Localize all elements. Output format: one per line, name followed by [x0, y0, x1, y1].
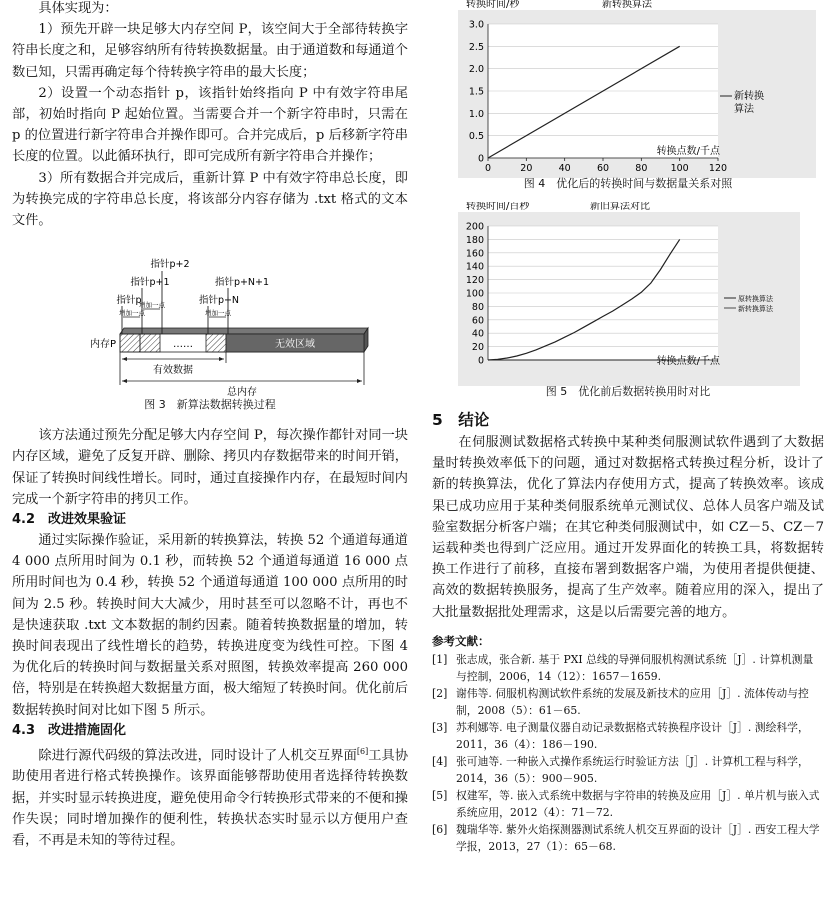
para-conclusion: 在伺服测试数据格式转换中某种类伺服测试软件遇到了大数据量时转换效率低下的问题，通过对数据格式转换过程分析，设计了新的转换算法，优化了算法内存使用方式，提高了转换效率。该成果已成功应用于某种类伺服系统单元测试仪、总体人员客户端及试验室数据分析客户端；在其它种类伺服测试中，如 CZ－5、CZ－7 运载种类也得到广泛应用。通过开发界面化的转换工具，将数据转换工作进行了前移，直接布署到数据客户端，为使用者提供便捷、高效的数据转换服务，提高了生产效率。随着应用的深入，提出了大批量数据批处理需求，这是以后需要完善的地方。 [432, 435, 824, 620]
reference-number: [4] [432, 754, 448, 768]
x-tick-label: 120 [708, 163, 728, 174]
y-tick-label: 0 [477, 153, 484, 165]
y-axis-label: 转换时间/百秒 [466, 202, 530, 212]
mem-label: 内存P [89, 339, 116, 351]
para-4-2: 通过实际操作验证，采用新的转换算法，转换 52 个通道每通道 4 000 点所用时间为 0.1 秒，而转换 52 个通道每通道 16 000 点所用时间也为 0.4 秒，转换 52 个通道每通道 100 000 点所用的时间为 2.5 秒。转换时间大大减少，用时甚至可以忽略不计，再也不是快速获取 .txt 文本数据的制约因素。随着转换数据量的增加，转换时间表现出了线性增长的趋势，转换进度变为线性可控。下图 4 为优化后的转换时间与数据量关系对照图，转换效率提高 260 000 倍，特别是在转换超大数据量方面，极大缩短了转换时间。优化前后数据转换时间对比如下图 5 所示。 [12, 533, 408, 718]
y-tick-label: 2.5 [468, 41, 484, 53]
x-tick-label: 80 [635, 163, 648, 174]
section-4-2-heading: 4.2 改进效果验证 [12, 512, 127, 528]
pointer-p1-label: 指针p+1 [130, 277, 170, 289]
y-tick-label: 1.5 [468, 86, 484, 98]
y-tick-label: 80 [471, 301, 484, 313]
chart-title: 新旧算法对比 [590, 202, 650, 212]
reference-text: 张可迪等. 一种嵌入式操作系统运行时验证方法［J］. 计算机工程与科学，2014，36（5）：900－905. [456, 754, 809, 785]
references-title: 参考文献： [432, 633, 490, 648]
y-tick-label: 160 [465, 248, 484, 260]
y-tick-label: 2.0 [468, 64, 484, 76]
y-tick-label: 0.5 [468, 131, 484, 143]
x-axis-label: 转换点数/千点 [656, 146, 720, 157]
figure-5 [432, 202, 824, 412]
pointer-p2-label: 指针p+2 [150, 259, 190, 271]
figure-4 [432, 0, 824, 194]
para-4-3-a: 除进行源代码级的算法改进，同时设计了人机交互界面 [38, 748, 357, 764]
add-label-3: 增加一点 [205, 309, 231, 318]
y-tick-label: 140 [465, 261, 484, 273]
add-label-2: 增加一点 [139, 301, 165, 310]
cell-1 [120, 334, 140, 352]
reference-item [432, 719, 824, 753]
reference-text: 苏利娜等. 电子测量仪器自动记录数据格式转换程序设计［J］. 测绘科学，2011，36（4）：186－190. [456, 720, 809, 751]
fig5-caption: 图 5 优化前后数据转换用时对比 [545, 385, 711, 398]
y-axis-label: 转换时间/秒 [466, 0, 520, 10]
x-tick-label: 100 [670, 163, 689, 174]
reference-item [432, 787, 824, 821]
reference-text: 谢伟等. 伺服机构测试软件系统的发展及新技术的应用［J］. 流体传动与控制，2008（5）：61－65. [456, 686, 809, 717]
citation-6: [6] [356, 746, 369, 756]
fig4-caption: 图 4 优化后的转换时间与数据量关系对照 [523, 177, 733, 190]
para-4-3-b: 工具协助使用者进行格式转换操作。该界面能够帮助使用者选择待转换数据，并实时显示转换进度，避免使用命令行转换形式带来的不便和操作失误；同时增加操作的便利性，转换状态实时显示以方便用户查看，不再是未知的等待过程。 [12, 748, 409, 849]
y-tick-label: 200 [465, 221, 484, 233]
reference-number: [6] [432, 822, 448, 836]
x-axis-label: 转换点数/千点 [656, 356, 720, 367]
y-tick-label: 180 [465, 234, 484, 246]
reference-item [432, 821, 824, 855]
figure-3 [12, 235, 408, 415]
step-2: 2）设置一个动态指针 p，该指针始终指向 P 中有效字符串尾部，初始时指向 P 起始位置。当需要合并一个新字符串时，只需在 p 的位置进行新字符串合并操作即可。合并完成后，p 后移新字符串长度的位置。以此循环执行，即可完成所有新字符串合并操作； [12, 85, 408, 165]
step-3: 3）所有数据合并完成后，重新计算 P 中有效字符串总长度，即为转换完成的字符串总长度，将该部分内容存储为 .txt 格式的文本文件。 [12, 170, 408, 229]
x-tick-label: 40 [558, 163, 571, 174]
reference-number: [3] [432, 720, 448, 734]
y-tick-label: 100 [465, 288, 484, 300]
reference-number: [1] [432, 652, 448, 666]
y-tick-label: 120 [465, 275, 484, 287]
invalid-label: 无效区域 [275, 339, 315, 351]
legend-label: 新转换 [734, 91, 764, 102]
legend-label-old: 原转换算法 [738, 295, 773, 303]
add-label-1: 增加一点 [119, 309, 145, 318]
memory-diagram [12, 235, 408, 415]
valid-label: 有效数据 [153, 365, 193, 377]
x-tick-label: 60 [596, 163, 610, 174]
y-tick-label: 0 [477, 355, 484, 367]
chart-new-algorithm [432, 0, 824, 178]
reference-text: 张志成，张合新. 基于 PXI 总线的导弹伺服机构测试系统［J］. 计算机测量与控制，2006，14（12）：1657－1659. [456, 652, 814, 683]
x-tick-label: 0 [484, 163, 492, 174]
pointer-pn-label: 指针p+N [198, 295, 240, 307]
right-column [432, 0, 824, 855]
reference-number: [5] [432, 788, 448, 802]
para-method: 该方法通过预先分配足够大内存空间 P，每次操作都针对同一块内存区域，避免了反复开辟、删除、拷贝内存数据带来的时间开销，保证了转换时间线性增长。同时，通过直接操作内存，在最短时间内完成一个新字符串的拷贝工作。 [12, 428, 408, 507]
total-label: 总内存 [227, 387, 257, 399]
pointer-p-label: 指针p [116, 295, 142, 307]
cell-2 [140, 334, 160, 352]
reference-item [432, 651, 824, 685]
chart-old-vs-new [432, 202, 824, 388]
reference-number: [2] [432, 686, 448, 700]
y-tick-label: 1.0 [468, 108, 484, 120]
y-tick-label: 20 [471, 342, 484, 354]
para-4-3 [12, 741, 408, 851]
cell-3 [206, 334, 226, 352]
reference-item [432, 685, 824, 719]
reference-text: 权建军，等. 嵌入式系统中数据与字符串的转换及应用［J］. 单片机与嵌入式系统应用，2012（4）：71－72. [456, 788, 820, 819]
legend-label-new: 新转换算法 [738, 305, 773, 313]
section-4-3-heading: 4.3 改进措施固化 [12, 722, 127, 738]
legend-label-cont: 算法 [734, 104, 754, 115]
chart-title: 新转换算法 [602, 0, 652, 10]
x-tick-label: 20 [520, 163, 533, 174]
intro-line: 具体实现为： [38, 1, 118, 16]
fig3-caption: 图 3 新算法数据转换过程 [144, 398, 276, 412]
y-tick-label: 40 [471, 328, 484, 340]
step-1: 1）预先开辟一块足够大内存空间 P，该空间大于全部待转换字符串长度之和，足够容纳所有待转换数据量。由于通道数和每通道个数已知，只需再确定每个待转换字符串的最大长度； [12, 22, 408, 80]
references-list [432, 651, 824, 855]
pointer-pn1-label: 指针p+N+1 [214, 277, 270, 289]
section-5-heading: 5 结论 [432, 411, 490, 429]
y-tick-label: 60 [471, 315, 484, 327]
memory-bar-top [120, 328, 368, 334]
reference-text: 魏瑞华等. 紫外火焰探测器测试系统人机交互界面的设计［J］. 西安工程大学学报，2013，27（1）：65－68. [456, 822, 820, 853]
dots-label: …… [173, 339, 193, 351]
left-column [12, 0, 408, 851]
y-tick-label: 3.0 [468, 19, 484, 31]
reference-item [432, 753, 824, 787]
